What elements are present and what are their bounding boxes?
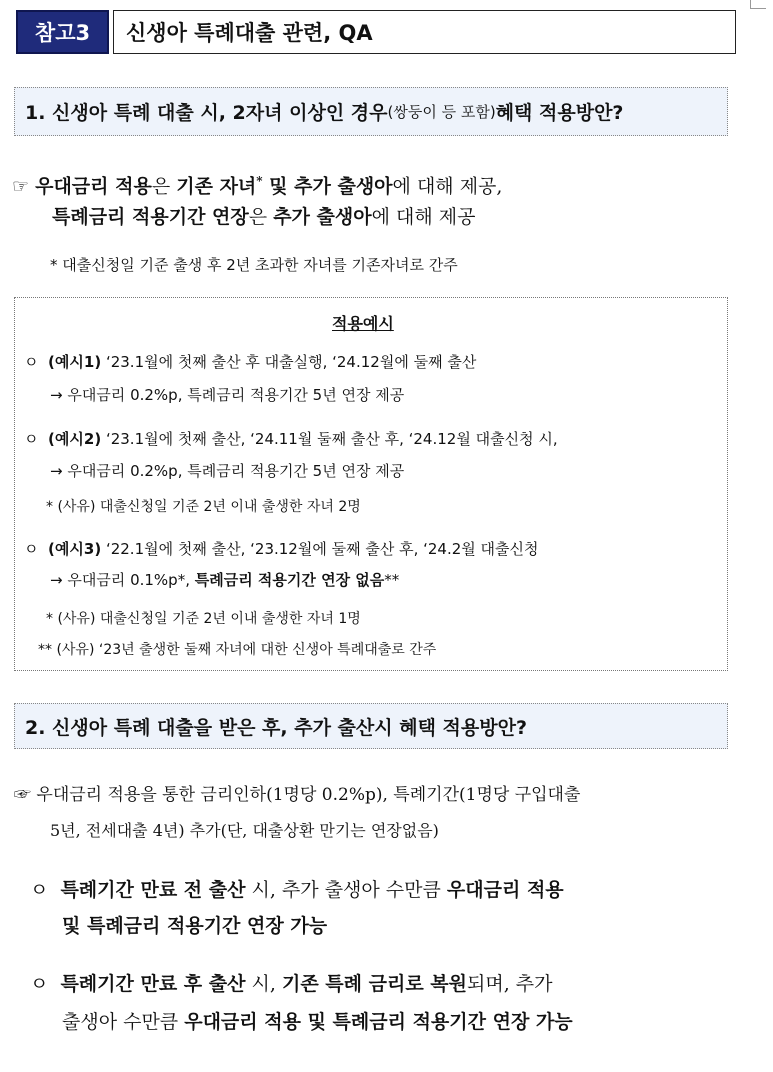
footnote-marker: *	[256, 174, 263, 188]
bullet-circle-icon: ㅇ	[24, 430, 39, 448]
bullet-text: 되며, 추가	[467, 973, 553, 995]
answer-1-text: 은	[248, 206, 274, 228]
example-3-note-1: * (사유) 대출신청일 기준 2년 이내 출생한 자녀 1명	[46, 611, 361, 627]
example-1	[24, 351, 476, 373]
example-3	[24, 538, 539, 560]
bullet-text: 우대금리 적용	[446, 879, 564, 901]
bullet-text: 시,	[245, 973, 282, 995]
pointing-hand-icon: ☞	[12, 175, 30, 198]
answer-1-text: 추가 출생아	[273, 206, 372, 228]
bullet-circle-icon: ㅇ	[30, 973, 49, 995]
answer-2-text: 우대금리 적용을 통한 금리인하(1명당 0.2%p), 특례기간(1명당 구입대출	[36, 785, 581, 805]
answer-1-text: 특례금리 적용기간 연장	[52, 206, 249, 228]
example-result-text: 특례금리 적용기간 연장 없음	[194, 571, 385, 589]
page-corner-mark	[750, 8, 766, 9]
example-result-text: → 우대금리 0.1%p*,	[50, 571, 195, 589]
question-2-heading	[14, 703, 728, 749]
answer-1-footnote: * 대출신청일 기준 출생 후 2년 초과한 자녀를 기존자녀로 간주	[50, 256, 458, 274]
bullet-text: 출생아 수만큼	[62, 1011, 185, 1033]
answer-1-text: 에 대해 제공,	[392, 175, 503, 198]
answer-1-line-1	[12, 168, 502, 199]
reference-badge: 참고3	[16, 10, 109, 54]
example-text: ‘23.1월에 첫째 출산 후 대출실행, ‘24.12월에 둘째 출산	[101, 353, 477, 371]
answer-1-text: 우대금리 적용	[35, 175, 152, 198]
question-1-title-a: 1. 신생아 특례 대출 시, 2자녀 이상인 경우	[25, 102, 388, 124]
answer-2-bullet-2-line-2	[62, 1009, 573, 1035]
question-1-title-small: (쌍둥이 등 포함)	[387, 103, 496, 121]
example-label: (예시2)	[48, 430, 102, 448]
bullet-text: 기존 특례 금리로 복원	[281, 973, 467, 995]
footnote-marker: **	[384, 571, 400, 589]
answer-2-bullet-1	[30, 877, 564, 903]
answer-1-line-2	[52, 204, 475, 230]
bullet-text: 특례기간 만료 전 출산	[60, 879, 246, 901]
example-2-note: * (사유) 대출신청일 기준 2년 이내 출생한 자녀 2명	[46, 499, 361, 515]
example-1-result: → 우대금리 0.2%p, 특례금리 적용기간 5년 연장 제공	[50, 386, 405, 404]
bullet-text: 특례기간 만료 후 출산	[60, 973, 246, 995]
example-label: (예시3)	[48, 540, 102, 558]
answer-1-text: 에 대해 제공	[371, 206, 476, 228]
example-3-result	[50, 569, 399, 591]
page-title-text: 신생아 특례대출 관련, QA	[126, 21, 373, 45]
question-2-title: 2. 신생아 특례 대출을 받은 후, 추가 출산시 혜택 적용방안?	[25, 716, 527, 739]
example-3-note-2: ** (사유) ‘23년 출생한 둘째 자녀에 대한 신생아 특례대출로 간주	[38, 642, 437, 658]
example-text: ‘22.1월에 첫째 출산, ‘23.12월에 둘째 출산 후, ‘24.2월 대출신청	[101, 540, 539, 558]
examples-title: 적용예시	[332, 314, 394, 333]
answer-2-line-1	[14, 782, 580, 808]
bullet-text: 시, 추가 출생아 수만큼	[245, 879, 447, 901]
answer-2-bullet-2	[30, 971, 553, 997]
example-label: (예시1)	[48, 353, 102, 371]
question-1-title-b: 혜택 적용방안?	[495, 102, 624, 124]
page-corner-mark	[750, 0, 751, 8]
example-2-result: → 우대금리 0.2%p, 특례금리 적용기간 5년 연장 제공	[50, 462, 405, 480]
bullet-circle-icon: ㅇ	[24, 540, 39, 558]
answer-1-text: 기존 자녀	[176, 175, 257, 198]
answer-2-line-2: 5년, 전세대출 4년) 추가(단, 대출상환 만기는 연장없음)	[50, 821, 439, 840]
bullet-circle-icon: ㅇ	[24, 353, 39, 371]
page-title	[113, 10, 736, 54]
answer-1-text: 추가 출생아	[294, 175, 393, 198]
bullet-text: 우대금리 적용 및 특례금리 적용기간 연장 가능	[184, 1011, 573, 1033]
answer-1-text: 및	[262, 175, 295, 198]
example-2	[24, 428, 558, 450]
question-1-heading	[14, 87, 728, 136]
pointing-hand-icon: ☞	[14, 785, 31, 805]
answer-1-text: 은	[151, 175, 177, 198]
example-text: ‘23.1월에 첫째 출산, ‘24.11월 둘째 출산 후, ‘24.12월 대출신청 시,	[101, 430, 558, 448]
answer-2-bullet-1-line-2: 및 특례금리 적용기간 연장 가능	[62, 915, 328, 937]
bullet-circle-icon: ㅇ	[30, 879, 49, 901]
